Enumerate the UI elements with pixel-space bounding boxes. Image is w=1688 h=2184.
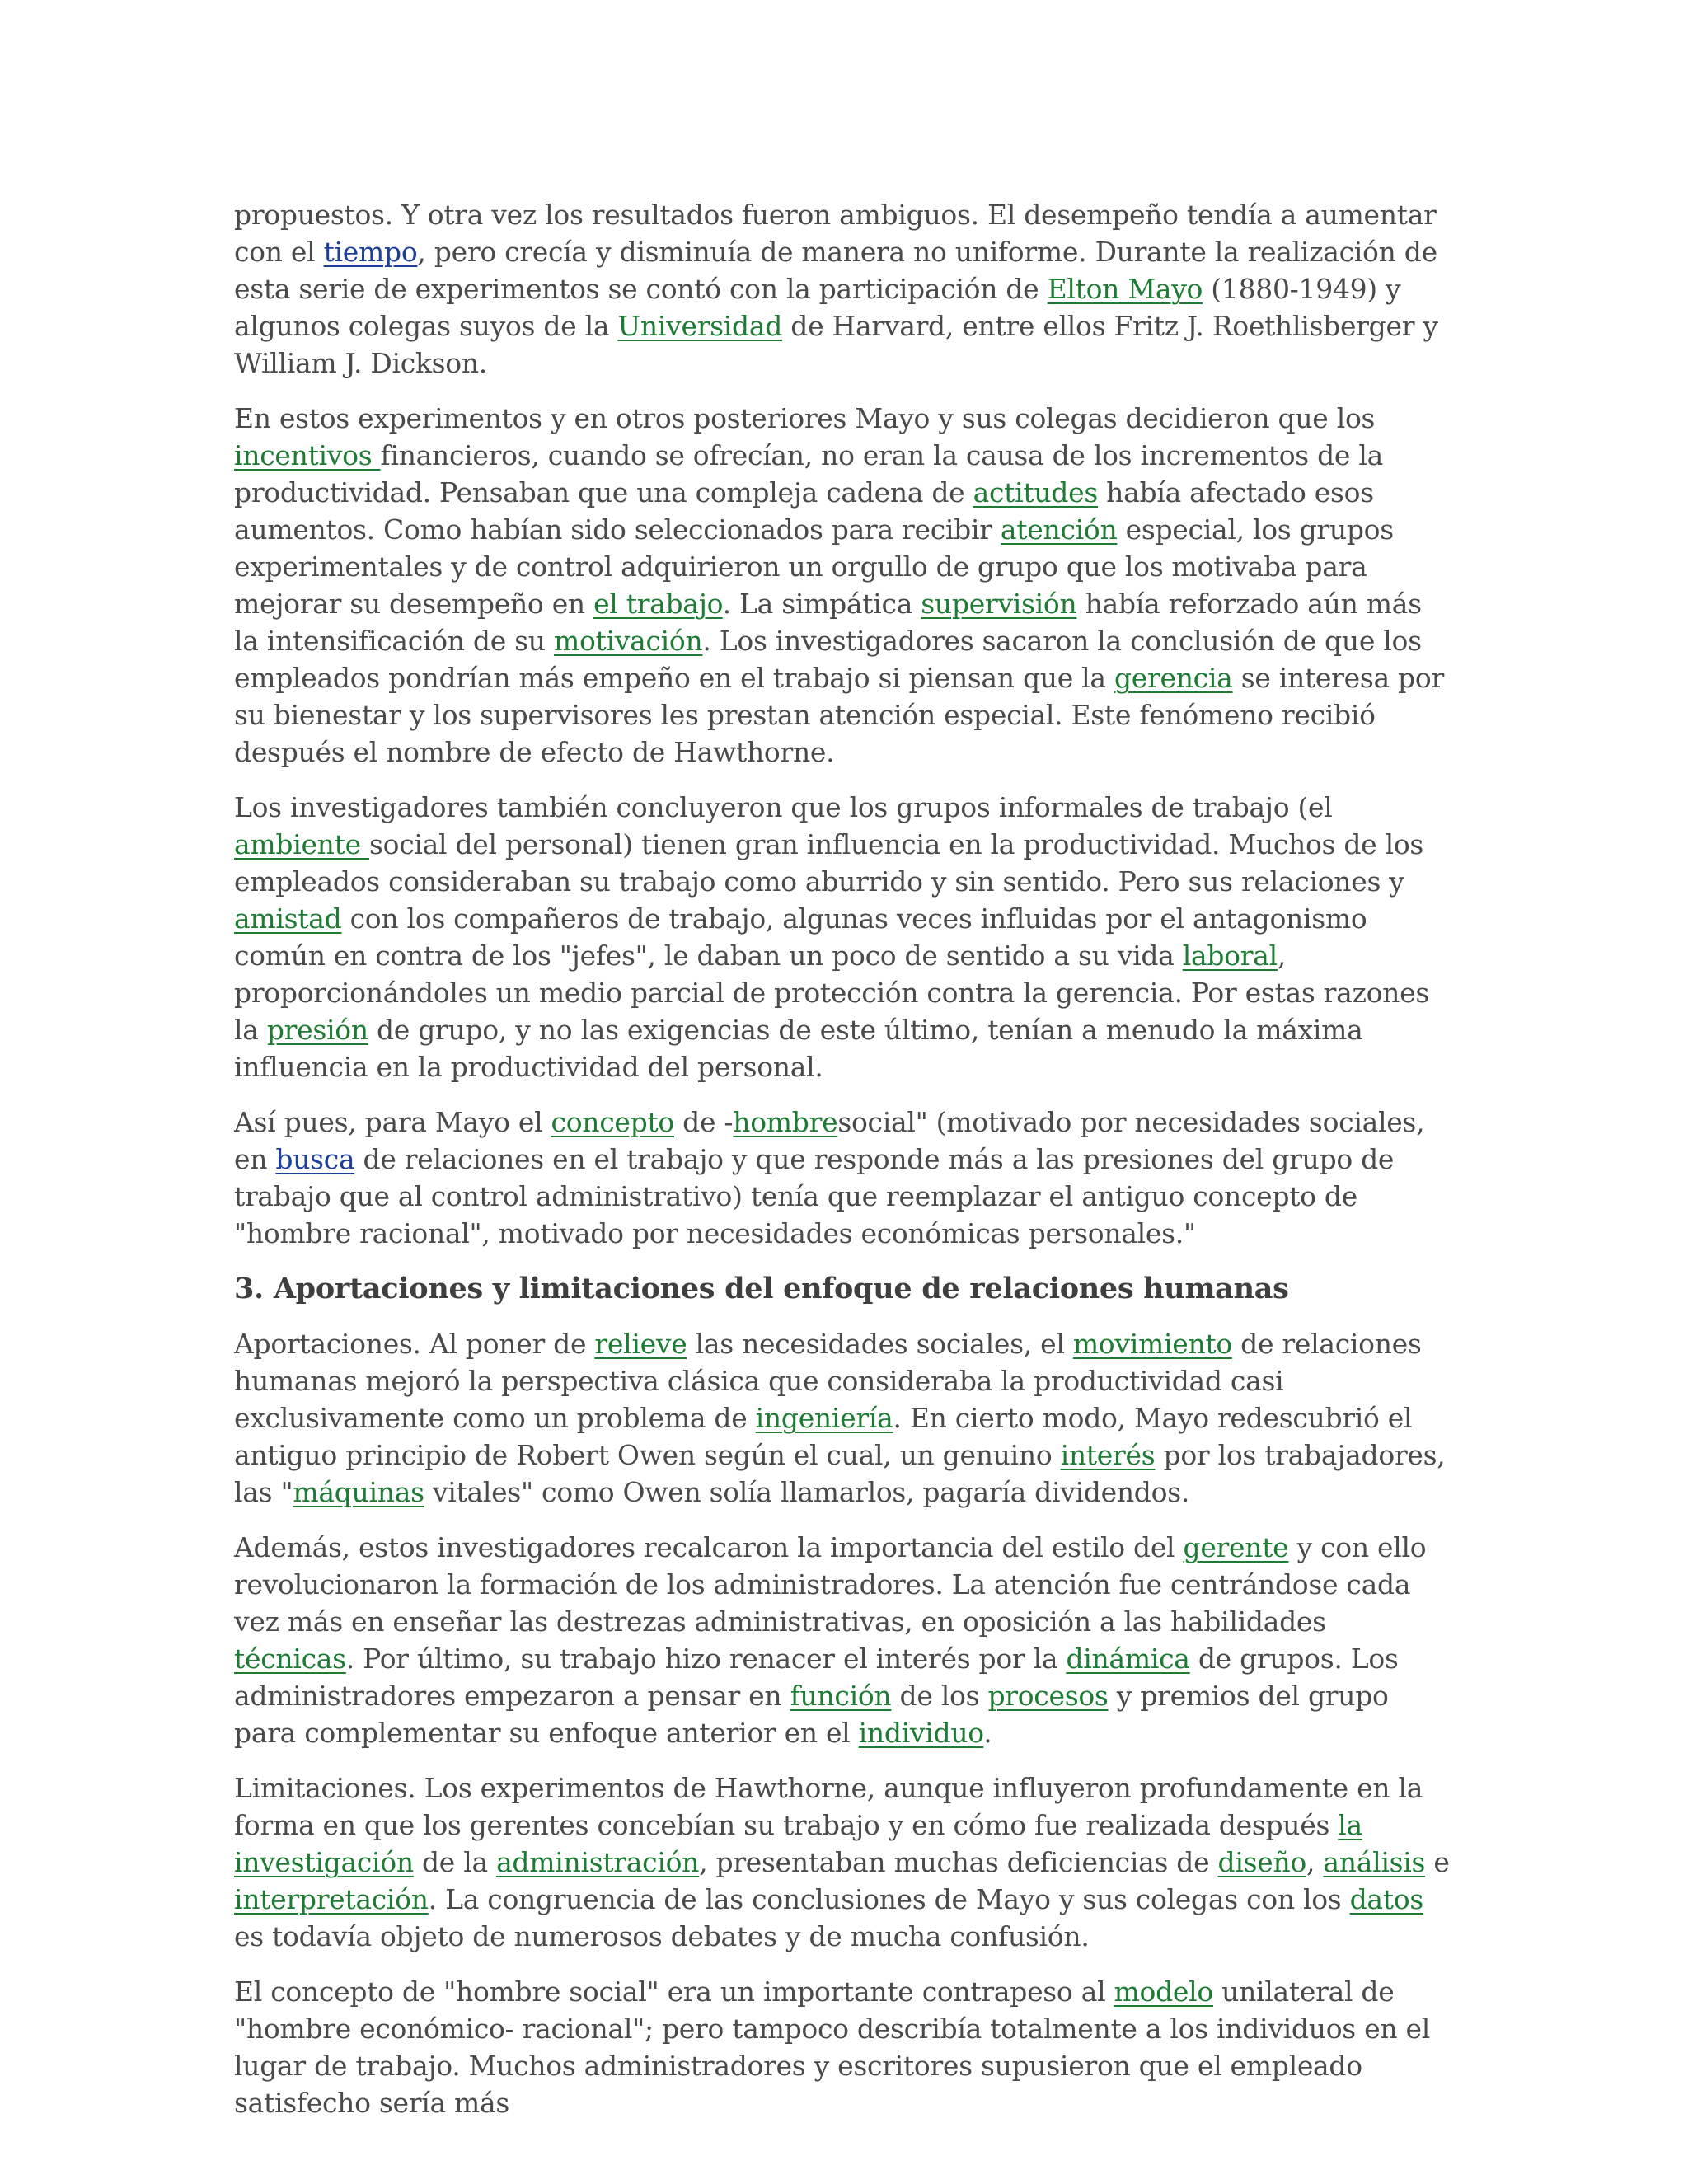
inline-link[interactable]: ingeniería <box>755 1402 893 1434</box>
inline-link[interactable]: técnicas <box>234 1643 346 1675</box>
text-run: social" (motivado por necesidades sociales, en <box>234 1106 1425 1175</box>
inline-link[interactable]: el trabajo <box>593 588 723 620</box>
text-run: . En cierto modo, Mayo redescubrió el antiguo principio de Robert Owen según el cual, un genuino <box>234 1402 1413 1471</box>
inline-link[interactable]: interés <box>1060 1439 1156 1471</box>
text-run: . <box>983 1717 992 1749</box>
text-run: (1880-1949) y algunos colegas suyos de la <box>234 273 1401 342</box>
inline-link[interactable]: busca <box>275 1143 355 1175</box>
inline-link[interactable]: incentivos <box>234 439 381 471</box>
inline-link[interactable]: función <box>790 1680 892 1712</box>
body-paragraph <box>234 400 1454 771</box>
text-run: . La congruencia de las conclusiones de Mayo y sus colegas con los <box>428 1883 1350 1915</box>
text-run: , proporcionándoles un medio parcial de protección contra la gerencia. Por estas razones la <box>234 940 1430 1046</box>
text-run: había reforzado aún más la intensificación de su <box>234 588 1422 657</box>
body-paragraph <box>234 196 1454 382</box>
text-run: . La simpática <box>722 588 921 620</box>
inline-link[interactable]: procesos <box>987 1680 1109 1712</box>
text-run: es todavía objeto de numerosos debates y de mucha confusión. <box>234 1920 1090 1952</box>
inline-link[interactable]: laboral <box>1182 940 1278 972</box>
text-run: de Harvard, entre ellos Fritz J. Roethlisberger y William J. Dickson. <box>234 310 1438 379</box>
text-run: de la <box>413 1846 497 1878</box>
text-run: de - <box>673 1106 734 1138</box>
inline-link[interactable]: movimiento <box>1072 1328 1232 1360</box>
inline-link[interactable]: atención <box>1000 513 1118 546</box>
text-run: unilateral de "hombre económico- racional"; pero tampoco describía totalmente a los individuos en el lugar de trabajo. Muchos administradores y escritores supusieron que el empleado satisfecho sería más <box>234 1975 1430 2119</box>
inline-link[interactable]: Universidad <box>617 310 783 342</box>
inline-link[interactable]: hombre <box>733 1106 838 1138</box>
text-run: Así pues, para Mayo el <box>234 1106 551 1138</box>
inline-link[interactable]: interpretación <box>234 1883 429 1915</box>
inline-link[interactable]: concepto <box>551 1106 674 1138</box>
text-run: e <box>1425 1846 1450 1878</box>
inline-link[interactable]: actitudes <box>973 476 1098 509</box>
text-run: Limitaciones. Los experimentos de Hawthorne, aunque influyeron profundamente en la forma en que los gerentes concebían su trabajo y en cómo fue realizada después <box>234 1772 1423 1841</box>
text-run: por los trabajadores, las " <box>234 1439 1446 1508</box>
text-run: , pero crecía y disminuía de manera no uniforme. Durante la realización de esta serie de experimentos se contó con la participación de <box>234 236 1437 305</box>
text-run: . Los investigadores sacaron la conclusión de que los empleados pondrían más empeño en el trabajo si piensan que la <box>234 625 1422 694</box>
inline-link[interactable]: administración <box>496 1846 700 1878</box>
body-paragraph <box>234 1973 1454 2121</box>
inline-link[interactable]: ambiente <box>234 828 370 860</box>
text-run: . Por último, su trabajo hizo renacer el interés por la <box>345 1643 1067 1675</box>
document-page <box>234 196 1454 2139</box>
body-paragraph <box>234 1325 1454 1511</box>
inline-link[interactable]: individuo <box>858 1717 984 1749</box>
text-run: se interesa por su bienestar y los supervisores les prestan atención especial. Este fenómeno recibió después el nombre de efecto de Hawthorne. <box>234 662 1444 768</box>
inline-link[interactable]: modelo <box>1114 1975 1213 2008</box>
inline-link[interactable]: motivación <box>553 625 703 657</box>
text-run: Aportaciones. Al poner de <box>234 1328 595 1360</box>
inline-link[interactable]: diseño <box>1217 1846 1306 1878</box>
text-run: , <box>1306 1846 1324 1878</box>
text-run: vitales" como Owen solía llamarlos, pagaría dividendos. <box>424 1476 1190 1508</box>
text-run: financieros, cuando se ofrecían, no eran la causa de los incrementos de la productividad. Pensaban que una compleja cadena de <box>234 439 1383 509</box>
body-paragraph <box>234 1529 1454 1751</box>
text-run: de los <box>891 1680 988 1712</box>
inline-link[interactable]: Elton Mayo <box>1047 273 1203 305</box>
text-run: propuestos. Y otra vez los resultados fueron ambiguos. El desempeño tendía a aumentar con el <box>234 199 1437 268</box>
text-run: , presentaban muchas deficiencias de <box>699 1846 1218 1878</box>
text-run: había afectado esos aumentos. Como habían sido seleccionados para recibir <box>234 476 1374 546</box>
text-run: las necesidades sociales, el <box>687 1328 1073 1360</box>
text-run: de grupos. Los administradores empezaron a pensar en <box>234 1643 1399 1712</box>
text-run: social del personal) tienen gran influencia en la productividad. Muchos de los empleados consideraban su trabajo como aburrido y sin sentido. Pero sus relaciones y <box>234 828 1424 898</box>
body-paragraph <box>234 789 1454 1085</box>
section-heading <box>234 1270 1454 1307</box>
inline-link[interactable]: gerencia <box>1114 662 1233 694</box>
inline-link[interactable]: máquinas <box>293 1476 424 1508</box>
text-run: 3. Aportaciones y limitaciones del enfoque de relaciones humanas <box>234 1272 1289 1305</box>
text-run: Además, estos investigadores recalcaron la importancia del estilo del <box>234 1531 1184 1563</box>
text-run: y con ello revolucionaron la formación de los administradores. La atención fue centrándose cada vez más en enseñar las destrezas administrativas, en oposición a las habilidades <box>234 1531 1427 1638</box>
text-run: de relaciones humanas mejoró la perspectiva clásica que consideraba la productividad casi exclusivamente como un problema de <box>234 1328 1422 1434</box>
body-paragraph <box>234 1769 1454 1955</box>
text-run: En estos experimentos y en otros posteriores Mayo y sus colegas decidieron que los <box>234 402 1376 434</box>
inline-link[interactable]: la investigación <box>234 1809 1362 1878</box>
text-run: y premios del grupo para complementar su enfoque anterior en el <box>234 1680 1389 1749</box>
text-run: con los compañeros de trabajo, algunas veces influidas por el antagonismo común en contra de los "jefes", le daban un poco de sentido a su vida <box>234 902 1367 972</box>
text-run: de grupo, y no las exigencias de este último, tenían a menudo la máxima influencia en la productividad del personal. <box>234 1014 1363 1083</box>
inline-link[interactable]: tiempo <box>323 236 418 268</box>
inline-link[interactable]: supervisión <box>921 588 1077 620</box>
inline-link[interactable]: amistad <box>234 902 342 935</box>
inline-link[interactable]: relieve <box>594 1328 687 1360</box>
text-run: Los investigadores también concluyeron que los grupos informales de trabajo (el <box>234 791 1333 823</box>
text-run: El concepto de "hombre social" era un importante contrapeso al <box>234 1975 1114 2008</box>
inline-link[interactable]: datos <box>1349 1883 1423 1915</box>
inline-link[interactable]: análisis <box>1323 1846 1426 1878</box>
body-paragraph <box>234 1104 1454 1252</box>
text-run: especial, los grupos experimentales y de control adquirieron un orgullo de grupo que los motivaba para mejorar su desempeño en <box>234 513 1394 620</box>
inline-link[interactable]: dinámica <box>1066 1643 1190 1675</box>
inline-link[interactable]: gerente <box>1183 1531 1289 1563</box>
text-run: de relaciones en el trabajo y que responde más a las presiones del grupo de trabajo que al control administrativo) tenía que reemplazar el antiguo concepto de "hombre racional", motivado por necesidades económicas personales." <box>234 1143 1395 1249</box>
inline-link[interactable]: presión <box>266 1014 368 1046</box>
